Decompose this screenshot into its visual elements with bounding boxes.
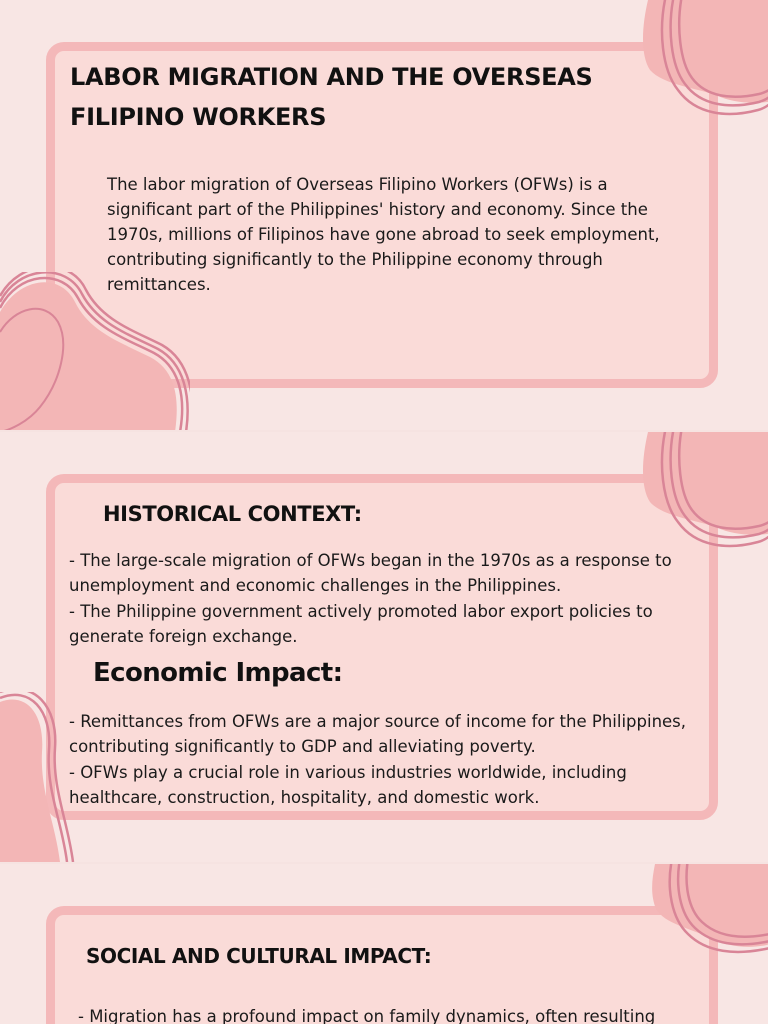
slide-context <box>0 432 768 862</box>
economic-text <box>69 709 709 811</box>
social-first-line: - Migration has a profound impact on family dynamics, often resulting <box>78 1007 656 1024</box>
historical-line: - The Philippine government actively promoted labor export policies to generate foreign exchange. <box>69 601 653 647</box>
decorative-blob-top-right <box>638 432 768 562</box>
intro-paragraph: The labor migration of Overseas Filipino Workers (OFWs) is a significant part of the Philippines' history and economy. Since the 1970s, millions of Filipinos have gone abroad to seek employment, contributing significantly to the Philippine economy through remittances. <box>107 175 660 294</box>
decorative-blob-left <box>0 692 80 862</box>
page-title: LABOR MIGRATION AND THE OVERSEAS FILIPINO WORKERS <box>70 63 593 131</box>
slide-social <box>0 864 768 1024</box>
historical-text <box>69 548 709 650</box>
social-heading: SOCIAL AND CULTURAL IMPACT: <box>86 944 432 968</box>
historical-line: - The large-scale migration of OFWs began in the 1970s as a response to unemployment and economic challenges in the Philippines. <box>69 551 672 596</box>
economic-line: - OFWs play a crucial role in various industries worldwide, including healthcare, construction, hospitality, and domestic work. <box>69 762 627 808</box>
slide-intro <box>0 0 768 430</box>
economic-heading: Economic Impact: <box>93 658 343 688</box>
historical-heading: HISTORICAL CONTEXT: <box>103 502 362 526</box>
economic-line: - Remittances from OFWs are a major source of income for the Philippines, contributing significantly to GDP and alleviating poverty. <box>69 712 687 757</box>
decorative-blob-top-right <box>650 864 768 964</box>
